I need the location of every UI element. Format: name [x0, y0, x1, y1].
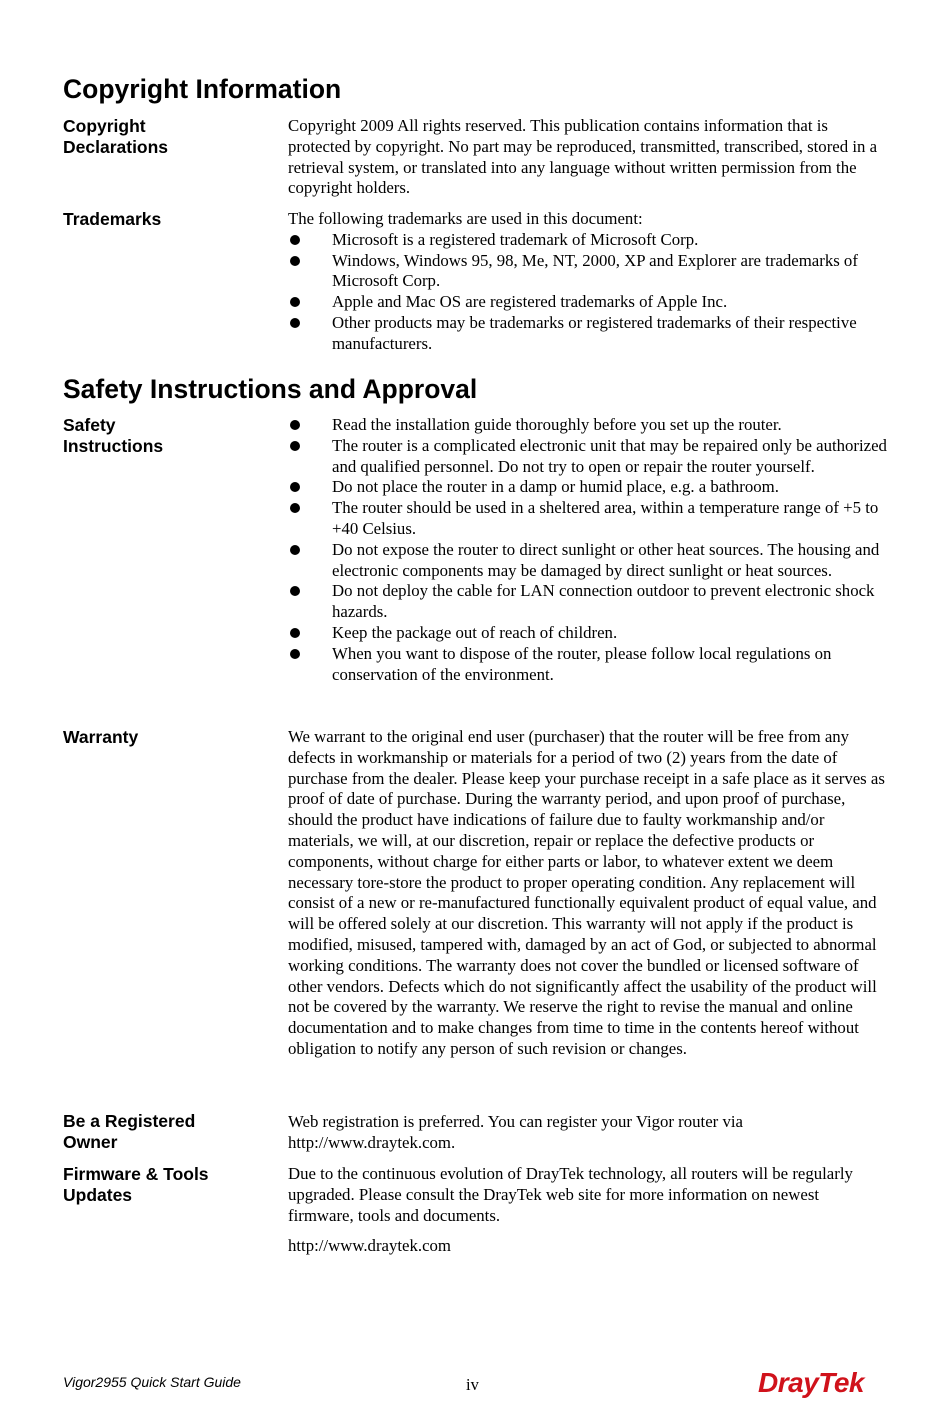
list-item: Do not expose the router to direct sunlight or other heat sources. The housing and electronic components may be damaged by direct sunlight or heat sources. [288, 540, 888, 582]
bullet-icon [290, 256, 300, 266]
trademarks-intro: The following trademarks are used in this document: [288, 209, 643, 228]
registered-owner-text: Web registration is preferred. You can register your Vigor router via http://www.draytek.com. [288, 1112, 743, 1152]
warranty-text: We warrant to the original end user (purchaser) that the router will be free from any defects in workmanship or materials for a period of two (2) years from the date of purchase from the dealer. Please keep your purchase receipt in a safe place as it serves as proof of date of purchase. During the warranty period, and upon proof of purchase, should the product have indications of failure due to faulty workmanship and/or materials, we will, at our discretion, repair or replace the defective products or components, without charge for either parts or labor, to whatever extent we deem necessary tore-store the product to proper operating condition. Any replacement will consist of a new or re-manufactured functionally equivalent product of equal value, and will be offered solely at our discretion. This warranty will not apply if the product is modified, misused, tampered with, damaged by an act of God, or subjected to abnormal working conditions. The warranty does not cover the bundled or licensed software of other vendors. Defects which do not significantly affect the usability of the product will not be covered by the warranty. We reserve the right to revise the manual and online documentation and to make changes from time to time in the contents hereof without obligation to notify any person of such revision or changes. [288, 727, 885, 1058]
bullet-icon [290, 420, 300, 430]
draytek-logo: DrayTek [758, 1367, 864, 1398]
safety-instructions-block [288, 415, 888, 685]
bullet-icon [290, 649, 300, 659]
list-item: When you want to dispose of the router, please follow local regulations on conservation of the environment. [288, 644, 888, 686]
list-item: Microsoft is a registered trademark of Microsoft Corp. [288, 230, 888, 251]
copyright-declarations-text: Copyright 2009 All rights reserved. This publication contains information that is protected by copyright. No part may be reproduced, transmitted, transcribed, stored in a retrieval system, or translated into any language without written permission from the copyright holders. [288, 116, 878, 198]
page-number: iv [466, 1375, 479, 1394]
list-item: Keep the package out of reach of children. [288, 623, 888, 644]
copyright-heading: Copyright Information [63, 74, 342, 104]
copyright-declarations-label: Copyright Declarations [63, 116, 169, 157]
firmware-updates-block [288, 1164, 888, 1257]
list-item: The router should be used in a sheltered area, within a temperature range of +5 to +40 Celsius. [288, 498, 888, 540]
trademarks-label: Trademarks [63, 209, 162, 229]
bullet-icon [290, 503, 300, 513]
warranty-label: Warranty [63, 727, 139, 747]
warranty-text-block [288, 727, 888, 1060]
list-item: Do not place the router in a damp or humid place, e.g. a bathroom. [288, 477, 888, 498]
bullet-icon [290, 545, 300, 555]
bullet-icon [290, 482, 300, 492]
bullet-icon [290, 628, 300, 638]
trademarks-list [288, 230, 888, 355]
bullet-icon [290, 297, 300, 307]
bullet-icon [290, 235, 300, 245]
list-item: Other products may be trademarks or registered trademarks of their respective manufacturers. [288, 313, 888, 355]
list-item: Do not deploy the cable for LAN connection outdoor to prevent electronic shock hazards. [288, 581, 888, 623]
footer-guide-title: Vigor2955 Quick Start Guide [63, 1374, 241, 1390]
safety-instructions-label: Safety Instructions [63, 415, 164, 456]
firmware-url-link: http://www.draytek.com [288, 1236, 451, 1256]
list-item: Read the installation guide thoroughly before you set up the router. [288, 415, 888, 436]
firmware-updates-text: Due to the continuous evolution of DrayTek technology, all routers will be regularly upgraded. Please consult the DrayTek web site for more information on newest firmware, tools and documents. [288, 1164, 853, 1225]
registered-owner-text-block [288, 1112, 888, 1154]
bullet-icon [290, 318, 300, 328]
trademarks-block [288, 209, 888, 355]
registered-owner-label: Be a Registered Owner [63, 1111, 196, 1152]
safety-heading: Safety Instructions and Approval [63, 374, 478, 404]
list-item: The router is a complicated electronic unit that may be repaired only be authorized and qualified personnel. Do not try to open or repair the router yourself. [288, 436, 888, 478]
list-item: Windows, Windows 95, 98, Me, NT, 2000, XP and Explorer are trademarks of Microsoft Corp. [288, 251, 888, 293]
bullet-icon [290, 441, 300, 451]
list-item: Apple and Mac OS are registered trademarks of Apple Inc. [288, 292, 888, 313]
bullet-icon [290, 586, 300, 596]
firmware-updates-label: Firmware & Tools Updates [63, 1164, 209, 1205]
safety-list [288, 415, 888, 685]
